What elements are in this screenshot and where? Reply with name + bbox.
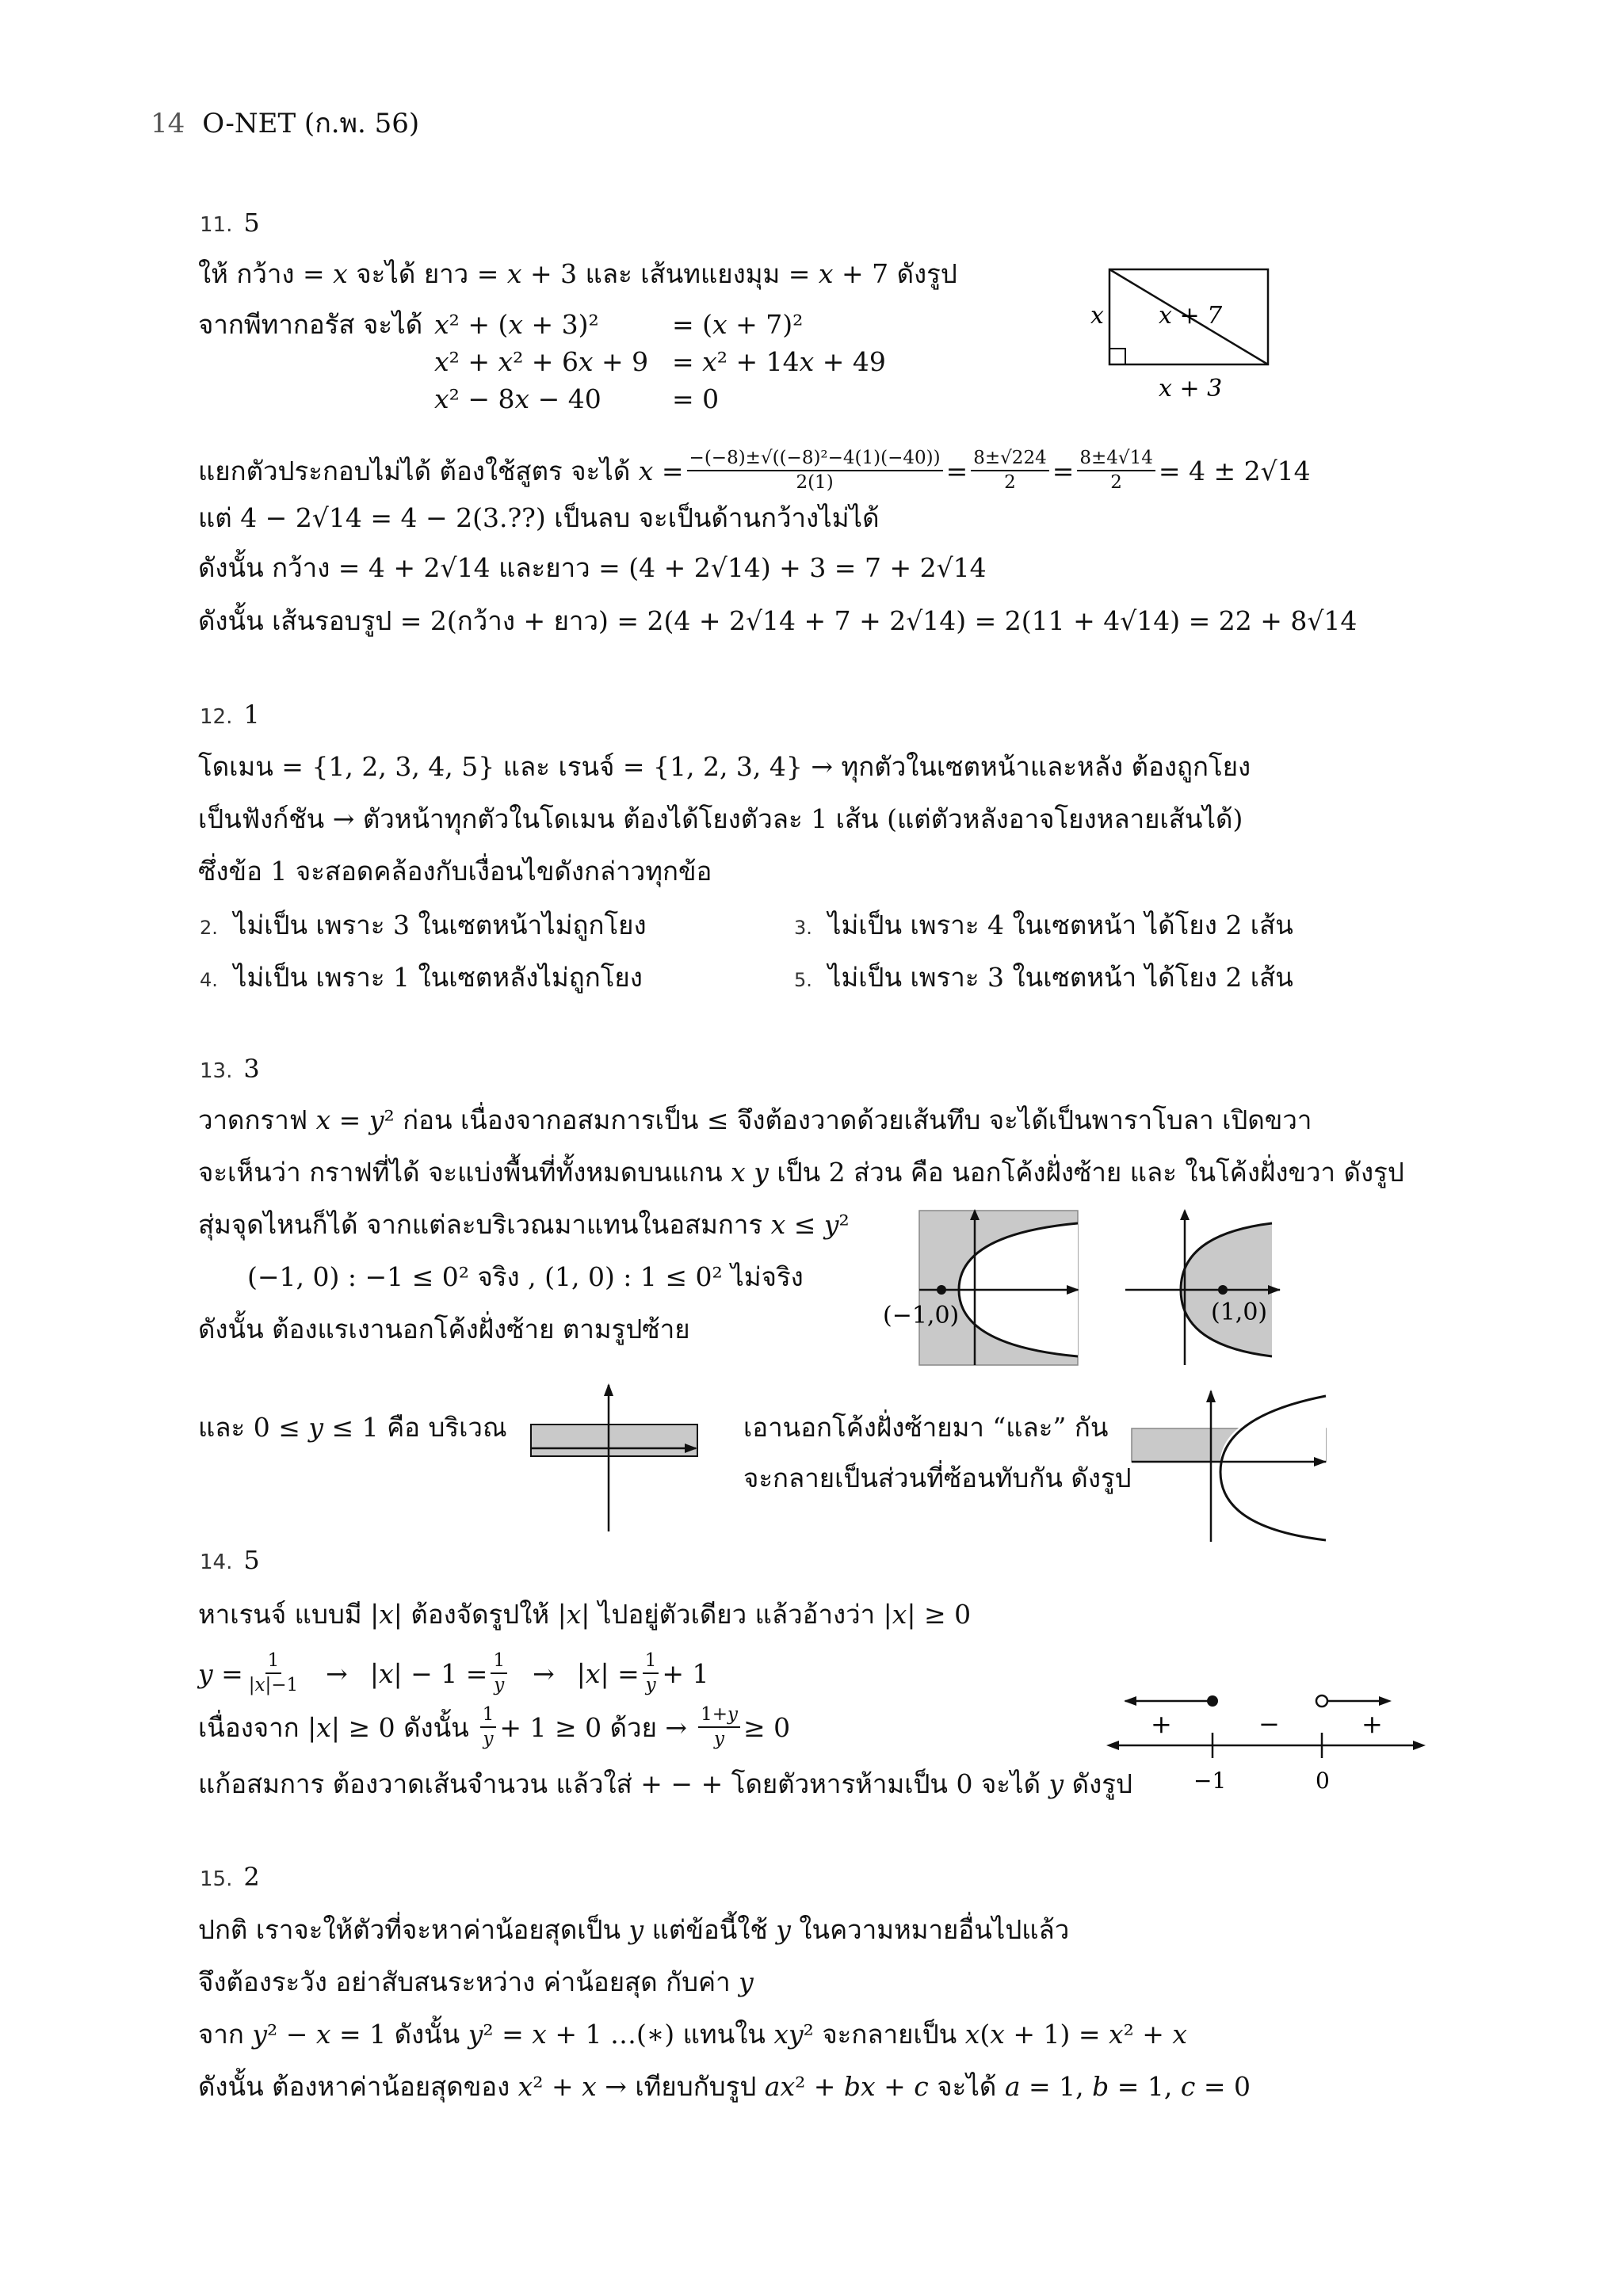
q12-line3: ซึ่งข้อ 1 จะสอดคล้องกับเงื่อนไขดังกล่าวทุกข้อ (198, 856, 712, 887)
q13-line5: ดังนั้น ต้องแรเงานอกโค้งฝั่งซ้าย ตามรูปซ้าย (198, 1314, 690, 1344)
q11-formula-line: แยกตัวประกอบไม่ได้ ต้องใช้สูตร จะได้ 𝑥 = $\frac{\text{−(−8)±√((−8)²−4(1)(−40))}}{2(1)}$ = $\frac{8\pm√224}{2}$ = $\frac{8\pm 4√14}{2}$ = 4 ± 2√14 (198, 448, 1311, 494)
sign-plus-left: + (1151, 1709, 1172, 1739)
fraction-1-plus-y-over-y: $\frac{\text{1+𝑦}}{\text{𝑦}}$ (698, 1705, 740, 1750)
answer: 5 (243, 208, 260, 238)
graph-shaded-left (883, 1203, 1086, 1369)
graph-strip (523, 1377, 705, 1535)
q11-eq3-right: = 0 (672, 383, 720, 414)
answer: 5 (243, 1545, 260, 1575)
question-number: 11. (200, 213, 233, 237)
answer: 2 (243, 1862, 260, 1892)
q12-option-3: 3. ไม่เป็น เพราะ 4 ในเซตหน้า ได้โยง 2 เส้น (794, 910, 1293, 940)
q11-eq3-left: 𝑥² − 8𝑥 − 40 (434, 383, 601, 414)
rectangle-diagram (1086, 261, 1371, 420)
fraction-1-over-absx-minus-1: $\frac{1}{\text{|𝑥|−1}}$ (248, 1650, 299, 1696)
question-15-heading (200, 1862, 260, 1892)
formula-result: = 4 ± 2√14 (1158, 455, 1311, 486)
sign-number-line (1102, 1684, 1434, 1802)
q13-line8: จะกลายเป็นส่วนที่ซ้อนทับกัน ดังรูป (743, 1463, 1132, 1493)
rect-side-label: 𝑥 (1090, 302, 1104, 330)
q15-line2: จึงต้องระวัง อย่าสับสนระหว่าง ค่าน้อยสุด กับค่า 𝑦 (198, 1966, 754, 1997)
tick-0: 0 (1316, 1768, 1330, 1794)
q11-line1: ให้ กว้าง = 𝑥 จะได้ ยาว = 𝑥 + 3 และ เส้นทแยงมุม = 𝑥 + 7 ดังรูป (198, 258, 957, 289)
answer: 3 (243, 1054, 260, 1084)
answer: 1 (243, 700, 260, 730)
fraction-1-over-y-c: $\frac{1}{\text{𝑦}}$ (480, 1705, 497, 1750)
question-13-heading (200, 1054, 260, 1084)
sign-plus-right: + (1361, 1709, 1383, 1739)
q11-eq1-right: = (𝑥 + 7)² (672, 309, 804, 340)
question-11-heading (200, 208, 260, 238)
formula-prefix: แยกตัวประกอบไม่ได้ ต้องใช้สูตร จะได้ 𝑥 = (198, 455, 684, 486)
sign-minus: − (1258, 1709, 1280, 1739)
q11-eq2-left: 𝑥² + 𝑥² + 6𝑥 + 9 (434, 346, 649, 377)
fraction-224: $\frac{8\pm√224}{2}$ (971, 448, 1048, 494)
question-12-heading (200, 700, 260, 730)
q13-line3: สุ่มจุดไหนก็ได้ จากแต่ละบริเวณมาแทนในอสมการ 𝑥 ≤ 𝑦² (198, 1209, 850, 1240)
q11-line8: ดังนั้น เส้นรอบรูป = 2(กว้าง + ยาว) = 2(4 + 2√14 + 7 + 2√14) = 2(11 + 4√14) = 22 + 8√14 (198, 605, 1358, 636)
fraction-1-over-y: $\frac{1}{\text{𝑦}}$ (491, 1651, 507, 1696)
q13-line2: จะเห็นว่า กราฟที่ได้ จะแบ่งพื้นที่ทั้งหมดบนแกน 𝑥 𝑦 เป็น 2 ส่วน คือ นอกโค้งฝั่งซ้าย และ ในโค้งฝั่งขวา ดังรูป (198, 1157, 1404, 1188)
q11-eq1-left: 𝑥² + (𝑥 + 3)² (434, 309, 599, 340)
q13-line1: วาดกราฟ 𝑥 = 𝑦² ก่อน เนื่องจากอสมการเป็น ≤ จึงต้องวาดด้วยเส้นทึบ จะได้เป็นพาราโบลา เปิดขวา (198, 1104, 1312, 1135)
question-number: 12. (200, 705, 233, 729)
point-1-0-label: (1,0) (1211, 1299, 1268, 1326)
graph-intersection (1125, 1385, 1331, 1543)
q12-line1: โดเมน = {1, 2, 3, 4, 5} และ เรนจ์ = {1, 2, 3, 4} → ทุกตัวในเซตหน้าและหลัง ต้องถูกโยง (198, 751, 1251, 782)
q15-line4: ดังนั้น ต้องหาค่าน้อยสุดของ 𝑥² + 𝑥 → เทียบกับรูป 𝑎𝑥² + 𝑏𝑥 + 𝑐 จะได้ 𝑎 = 1, 𝑏 = 1, 𝑐 = 0 (198, 2071, 1251, 2102)
q11-line2-label: จากพีทากอรัส จะได้ (198, 309, 423, 340)
q13-line6: และ 0 ≤ 𝑦 ≤ 1 คือ บริเวณ (198, 1412, 507, 1443)
tick-neg1: −1 (1193, 1768, 1227, 1794)
q14-line4: แก้อสมการ ต้องวาดเส้นจำนวน แล้วใส่ + − + โดยตัวหารห้ามเป็น 0 จะได้ 𝑦 ดังรูป (198, 1768, 1132, 1799)
q12-option-2: 2. ไม่เป็น เพราะ 3 ในเซตหน้าไม่ถูกโยง (200, 910, 647, 940)
q13-line7: เอานอกโค้งฝั่งซ้ายมา “และ” กัน (743, 1412, 1109, 1443)
q12-option-5: 5. ไม่เป็น เพราะ 3 ในเซตหน้า ได้โยง 2 เส้น (794, 962, 1293, 993)
q11-eq2-right: = 𝑥² + 14𝑥 + 49 (672, 346, 886, 377)
point-neg1-0-label: (−1,0) (883, 1302, 960, 1329)
q14-line1: หาเรนจ์ แบบมี |𝑥| ต้องจัดรูปให้ |𝑥| ไปอยู่ตัวเดียว แล้วอ้างว่า |𝑥| ≥ 0 (198, 1599, 972, 1630)
page-header (151, 101, 419, 144)
q12-option-4: 4. ไม่เป็น เพราะ 1 ในเซตหลังไม่ถูกโยง (200, 962, 643, 993)
page-number: 14 (151, 108, 185, 139)
q14-line3: เนื่องจาก |𝑥| ≥ 0 ดังนั้น $\frac{1}{\text{𝑦}}$ + 1 ≥ 0 ด้วย → $\frac{\text{1+𝑦}}{\text{𝑦}}$ ≥ 0 (198, 1704, 791, 1750)
rect-bottom-label: 𝑥 + 3 (1159, 375, 1223, 402)
question-14-heading (200, 1545, 260, 1575)
fraction-1-over-y-b: $\frac{1}{\text{𝑦}}$ (643, 1651, 659, 1696)
question-number: 13. (200, 1059, 233, 1083)
graph-shaded-right (1117, 1203, 1316, 1369)
q11-line6: แต่ 4 − 2√14 = 4 − 2(3.??) เป็นลบ จะเป็นด้านกว้างไม่ได้ (198, 502, 880, 533)
fraction-quadratic: $\frac{\text{−(−8)±√((−8)²−4(1)(−40))}}{2(1)}$ (687, 448, 943, 494)
fraction-4root14: $\frac{8\pm 4√14}{2}$ (1077, 448, 1155, 494)
q13-line4: (−1, 0) : −1 ≤ 0² จริง , (1, 0) : 1 ≤ 0² ไม่จริง (247, 1261, 804, 1292)
q15-line1: ปกติ เราจะให้ตัวที่จะหาค่าน้อยสุดเป็น 𝑦 แต่ข้อนี้ใช้ 𝑦 ในความหมายอื่นไปแล้ว (198, 1914, 1070, 1945)
header-title: O-NET (ก.พ. 56) (202, 108, 420, 139)
question-number: 14. (200, 1550, 233, 1574)
rect-diagonal-label: 𝑥 + 7 (1159, 302, 1223, 330)
q12-line2: เป็นฟังก์ชัน → ตัวหน้าทุกตัวในโดเมน ต้องได้โยงตัวละ 1 เส้น (แต่ตัวหลังอาจโยงหลายเส้นได้) (198, 803, 1243, 834)
q14-line2: 𝑦 = $\frac{1}{\text{|𝑥|−1}}$ → |𝑥| − 1 = $\frac{1}{\text{𝑦}}$ → |𝑥| = $\frac{1}{\text{𝑦}}$ + 1 (198, 1650, 709, 1696)
question-number: 15. (200, 1867, 233, 1891)
q11-line7: ดังนั้น กว้าง = 4 + 2√14 และยาว = (4 + 2√14) + 3 = 7 + 2√14 (198, 552, 987, 583)
q15-line3: จาก 𝑦² − 𝑥 = 1 ดังนั้น 𝑦² = 𝑥 + 1 …(∗) แทนใน 𝑥𝑦² จะกลายเป็น 𝑥(𝑥 + 1) = 𝑥² + 𝑥 (198, 2019, 1188, 2050)
